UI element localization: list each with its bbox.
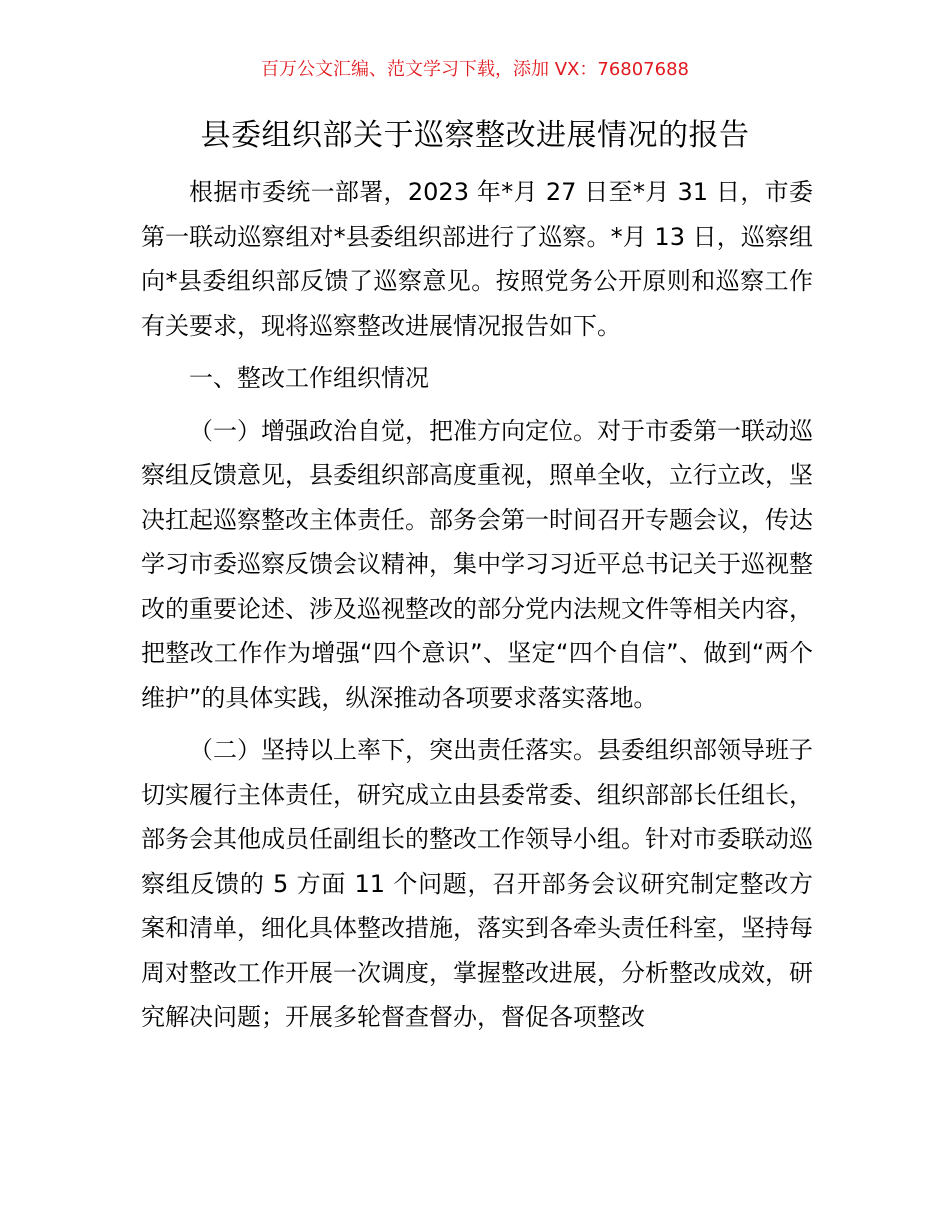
section-heading-1: 一、整改工作组织情况	[189, 364, 429, 392]
watermark-header: 百万公文汇编、范文学习下载，添加 VX：76807688	[261, 59, 689, 80]
paragraph-subsection-2: （二）坚持以上率下，突出责任落实。县委组织部领导班子切实履行主体责任，研究成立由县委常委、组织部部长任组长，部务会其他成员任副组长的整改工作领导小组。针对市委联动巡察组反馈的 5 方面 11 个问题，召开部务会议研究制定整改方案和清单，细化具体整改措施，落实到各牵头责任科室，坚持每周对整改工作开展一次调度，掌握整改进展，分析整改成效，研究解决问题；开展多轮督查督办，督促各项整改	[141, 736, 813, 1031]
document-title: 县委组织部关于巡察整改进展情况的报告	[200, 118, 750, 153]
paragraph-intro: 根据市委统一部署，2023 年*月 27 日至*月 31 日，市委第一联动巡察组对*县委组织部进行了巡察。*月 13 日，巡察组向*县委组织部反馈了巡察意见。按照党务公开原则和巡察工作有关要求，现将巡察整改进展情况报告如下。	[141, 178, 813, 340]
document-body	[141, 170, 813, 1040]
paragraph-subsection-1: （一）增强政治自觉，把准方向定位。对于市委第一联动巡察组反馈意见，县委组织部高度重视，照单全收，立行立改，坚决扛起巡察整改主体责任。部务会第一时间召开专题会议，传达学习市委巡察反馈会议精神，集中学习习近平总书记关于巡视整改的重要论述、涉及巡视整改的部分党内法规文件等相关内容，把整改工作作为增强“四个意识”、坚定“四个自信”、做到“两个维护”的具体实践，纵深推动各项要求落实落地。	[141, 416, 813, 712]
